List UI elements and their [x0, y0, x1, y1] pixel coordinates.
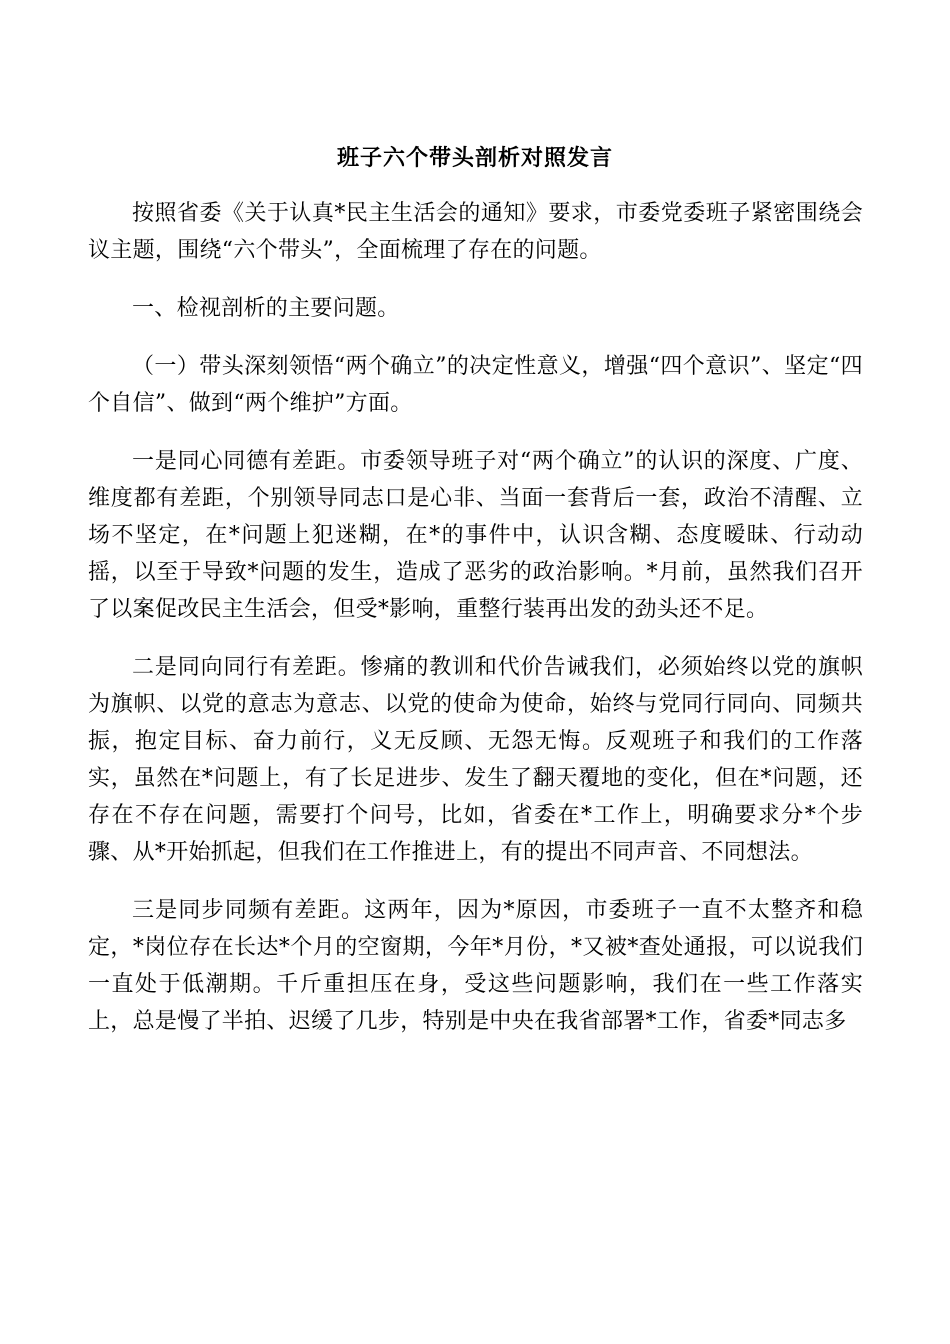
paragraph-point-three: 三是同步同频有差距。这两年，因为*原因，市委班子一直不太整齐和稳定，*岗位存在长达*个月的空窗期，今年*月份，*又被*查处通报，可以说我们一直处于低潮期。千斤重担压在身，受这些问题影响，我们在一些工作落实上，总是慢了半拍、迟缓了几步，特别是中央在我省部署*工作，省委*同志多 [88, 898, 863, 1034]
document-body [88, 195, 863, 1061]
paragraph-section-heading: 一、检视剖析的主要问题。 [132, 296, 400, 321]
document-title: 班子六个带头剖析对照发言 [336, 145, 613, 171]
paragraph-point-two: 二是同向同行有差距。惨痛的教训和代价告诫我们，必须始终以党的旗帜为旗帜、以党的意志为意志、以党的使命为使命，始终与党同行同向、同频共振，抱定目标、奋力前行，义无反顾、无怨无悔。反观班子和我们的工作落实，虽然在*问题上，有了长足进步、发生了翻天覆地的变化，但在*问题，还存在不存在问题，需要打个问号，比如，省委在*工作上，明确要求分*个步骤、从*开始抓起，但我们在工作推进上，有的提出不同声音、不同想法。 [88, 655, 863, 865]
paragraph-point-one: 一是同心同德有差距。市委领导班子对“两个确立”的认识的深度、广度、维度都有差距，个别领导同志口是心非、当面一套背后一套，政治不清醒、立场不坚定，在*问题上犯迷糊，在*的事件中，认识含糊、态度暧昧、行动动摇，以至于导致*问题的发生，造成了恶劣的政治影响。*月前，虽然我们召开了以案促改民主生活会，但受*影响，重整行装再出发的劲头还不足。 [88, 449, 863, 622]
paragraph-subsection-heading: （一）带头深刻领悟“两个确立”的决定性意义，增强“四个意识”、坚定“四个自信”、做到“两个维护”方面。 [88, 354, 863, 416]
paragraph-intro: 按照省委《关于认真*民主生活会的通知》要求，市委党委班子紧密围绕会议主题，围绕“六个带头”，全面梳理了存在的问题。 [88, 201, 863, 263]
